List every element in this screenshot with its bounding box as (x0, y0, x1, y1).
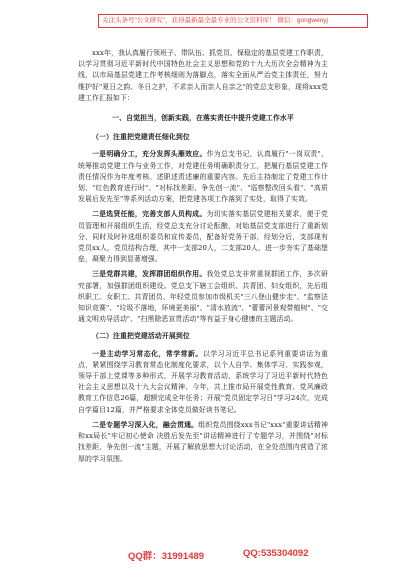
paragraph-5 (78, 420, 328, 465)
paragraph-1-text: 作为总支书记，认真履行"一岗双责"，统筹推动党建工作与业务工作，对党建任务明确职责分工，把履行基层党建工作责任情况作为年度考核、述职述责述廉的重要内容。先后主持制定了党建工作计划、"红色教育进行时"、"对标找差距、争先创一流"、"巡察整改回头看"、"高质发展后发先至"等系列活动方案，把党建各项工作落到了实处，取得了实效。 (78, 150, 328, 204)
paragraph-5-text: 组织党员围绕xxx书记"xxx"重要讲话精神和xx局长"牢记初心使命 决胜后发先至"讲话精神进行了专题学习，并围绕"对标找差距，争先创一流"主题，开展了解放思想大讨论活动，在全处范围内营造了浓厚的学习氛围。 (78, 420, 328, 463)
paragraph-2-text: 为切实落实基层党建相关要求，便于党员管理和开展组织生活，经党总支充分讨论酝酿，对始基层党支部进行了重新划分，同时及时补选组织委员和宣传委员，配备好党务干部，经划分后，支部现有党员xx人，党员结构合理，其中一支部20人，二支部20人，进一步夯实了基础堡垒，凝聚力得到显著增强。 (78, 210, 328, 264)
promo-header-box (98, 14, 368, 28)
paragraph-2-lead: 二是选贤任能，完善支部人员构成。 (92, 210, 207, 219)
document-body (78, 48, 328, 469)
footer-qq-group: QQ群：31991489 (128, 551, 205, 562)
paragraph-3-lead: 三是党群共建，发挥群团组织作用。 (92, 270, 207, 279)
subsection-heading-2: （二）注重把党建活动开展到位 (92, 332, 190, 341)
footer-contact (0, 548, 408, 562)
section-heading-1: 一、自觉担当，创新实践，在落实责任中提升党建工作水平 (112, 114, 294, 123)
intro-paragraph: xxx年，我认真履行领班子、带队伍、抓党员、保稳定的基层党建工作职责，以学习贯彻习近平新时代中国特色社会主义思想和党的十九大历次全会精神为主线，以市局基层党建工作考核细则为落脚点，落实全面从严治党主体责任，努力维护好"夏日之韵、冬日之护，不求亲人而亲人自亲之"的党总支形象，现将xxx党建工作汇报如下： (78, 49, 328, 102)
paragraph-3 (78, 269, 328, 325)
subsection-heading-1: （一）注重把党建责任细化到位 (92, 133, 190, 142)
paragraph-1-lead: 一是明确分工，充分发挥头雁效应。 (92, 150, 207, 159)
footer-qq-number: QQ:535304092 (243, 548, 309, 559)
paragraph-3-text: 我处党总支非常重视群团工作，多次研究部署，加强群团组织建设。党总支下辖工会组织、共青团、妇女组织，先后组织职工、女职工、共青团员、年轻党员参加市级机关"三八登山健步走"、"监察法知识竞赛"、"垃圾不落地，环境更美丽"、"清水放流"、"蕾蕾河景观带植树"、"交通文明劝导活动"、"扫黑除恶宣贯活动"等有益于身心健康的主题活动。 (78, 270, 328, 324)
paragraph-4-text: 以学习习近平总书记系列重要讲话为重点，紧紧围绕学习教育常态化制度化要求，以个人自学、集体学习、实践参观，领导干部上党课等多种形式，开展学习教育活动，系统学习了习近平新时代特色社会主义思想以及十九大会议精神、今年，共上推市局开展党性教育、党风廉政教育工作信息26篇，超额完成全年任务；开展"党员固定学习日"学习24次，完成自学篇目12篇，并严格要求全体党员做好读书笔记。 (78, 349, 328, 414)
promo-header-text: 关注头条号"公文研究"，获得最新最全最专业的公文资料库！ 微信：gongwenyj (102, 17, 328, 24)
paragraph-5-lead: 二是专题学习深入化，融会贯通。 (92, 420, 199, 429)
paragraph-1 (78, 149, 328, 205)
paragraph-4-lead: 一是主动学习常态化，常学常新。 (92, 349, 203, 358)
paragraph-4 (78, 349, 328, 416)
paragraph-2 (78, 209, 328, 265)
